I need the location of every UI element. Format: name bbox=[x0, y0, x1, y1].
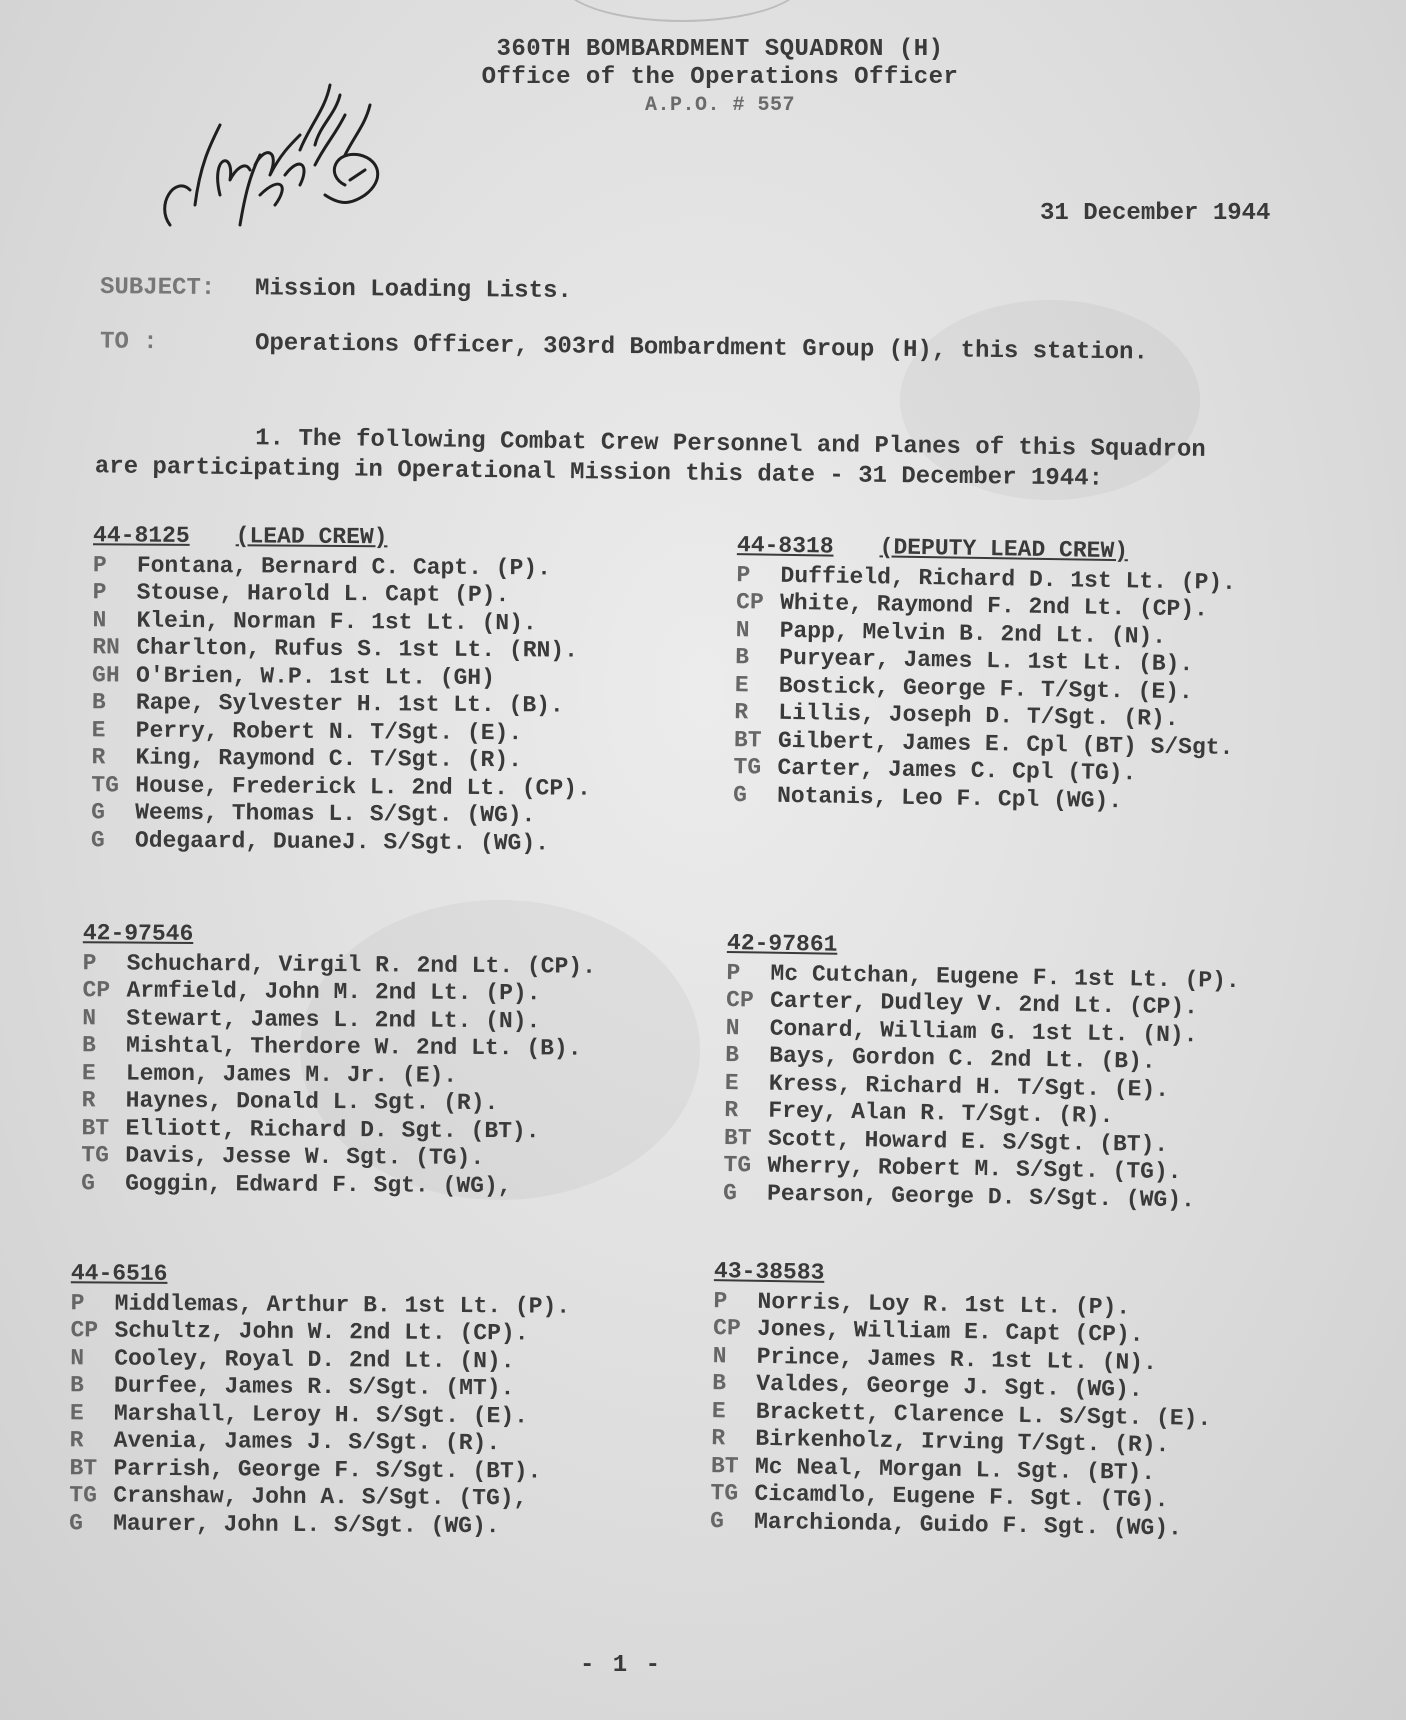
member-name: Durfee, James R. S/Sgt. (MT). bbox=[114, 1372, 515, 1402]
crew-role: (DEPUTY LEAD CREW) bbox=[879, 534, 1129, 565]
position-code: G bbox=[69, 1509, 84, 1536]
crew-member bbox=[91, 744, 591, 775]
member-name: Cicamdlo, Eugene F. Sgt. (TG). bbox=[754, 1480, 1169, 1514]
position-code: CP bbox=[712, 1315, 741, 1342]
position-code: P bbox=[726, 959, 741, 986]
crew-member bbox=[83, 950, 596, 981]
position-code: N bbox=[712, 1342, 727, 1369]
position-code: N bbox=[725, 1014, 740, 1041]
member-name: Prince, James R. 1st Lt. (N). bbox=[756, 1343, 1158, 1376]
to-label: TO : bbox=[99, 328, 158, 357]
member-name: Davis, Jesse W. Sgt. (TG). bbox=[125, 1142, 485, 1172]
position-code: P bbox=[92, 551, 107, 578]
member-name: Middlemas, Arthur B. 1st Lt. (P). bbox=[114, 1290, 571, 1320]
crew-member bbox=[81, 1170, 594, 1201]
position-code: N bbox=[92, 606, 107, 633]
apo-number: A.P.O. # 557 bbox=[644, 94, 796, 117]
member-name: King, Raymond C. T/Sgt. (R). bbox=[135, 744, 523, 774]
member-name: Conard, William G. 1st Lt. (N). bbox=[769, 1015, 1198, 1048]
position-code: BT bbox=[733, 726, 762, 754]
member-name: Brackett, Clarence L. S/Sgt. (E). bbox=[755, 1398, 1212, 1432]
plane-number: 44-6516 bbox=[70, 1260, 168, 1287]
member-name: Rape, Sylvester H. 1st Lt. (B). bbox=[135, 689, 564, 719]
member-name: Weems, Thomas L. S/Sgt. (WG). bbox=[135, 799, 536, 829]
position-code: TG bbox=[81, 1142, 110, 1169]
crew-member bbox=[91, 772, 591, 803]
member-name: Carter, Dudley V. 2nd Lt. (CP). bbox=[769, 987, 1199, 1021]
crew-member bbox=[93, 579, 593, 610]
member-name: Marshall, Leroy H. S/Sgt. (E). bbox=[113, 1400, 529, 1429]
member-name: Mc Cutchan, Eugene F. 1st Lt. (P). bbox=[770, 960, 1240, 994]
subject-text: Mission Loading Lists. bbox=[254, 275, 572, 306]
crew-title bbox=[71, 1260, 571, 1291]
position-code: R bbox=[91, 744, 106, 771]
position-code: B bbox=[735, 644, 750, 671]
member-name: O'Brien, W.P. 1st Lt. (GH) bbox=[136, 662, 496, 691]
crew-block-43-38583 bbox=[710, 1258, 1214, 1543]
member-name: Puryear, James L. 1st Lt. (B). bbox=[779, 644, 1194, 678]
member-name: Cooley, Royal D. 2nd Lt. (N). bbox=[114, 1345, 515, 1374]
position-code: G bbox=[81, 1169, 96, 1196]
crew-member bbox=[70, 1317, 570, 1348]
member-name: Avenia, James J. S/Sgt. (R). bbox=[113, 1427, 501, 1457]
member-name: Valdes, George J. Sgt. (WG). bbox=[756, 1370, 1143, 1403]
member-name: Bostick, George F. T/Sgt. (E). bbox=[778, 672, 1194, 705]
position-code: B bbox=[91, 689, 106, 716]
crew-member bbox=[91, 799, 591, 830]
crew-block-42-97861 bbox=[723, 930, 1241, 1215]
letter-date: 31 December 1944 bbox=[1040, 200, 1271, 227]
position-code: E bbox=[724, 1069, 739, 1096]
crew-member bbox=[70, 1345, 570, 1376]
member-name: Parrish, George F. S/Sgt. (BT). bbox=[113, 1455, 542, 1485]
position-code: RN bbox=[92, 634, 120, 661]
crew-member bbox=[82, 977, 595, 1008]
member-name: Lillis, Joseph D. T/Sgt. (R). bbox=[778, 699, 1179, 733]
member-name: Norris, Loy R. 1st Lt. (P). bbox=[757, 1288, 1131, 1321]
position-code: N bbox=[70, 1344, 85, 1371]
position-code: B bbox=[712, 1370, 727, 1397]
member-name: Stewart, James L. 2nd Lt. (N). bbox=[126, 1005, 541, 1034]
member-name: Cranshaw, John A. S/Sgt. (TG), bbox=[113, 1482, 528, 1512]
crew-member bbox=[70, 1372, 570, 1403]
crew-member bbox=[92, 607, 592, 638]
position-code: GH bbox=[92, 661, 120, 688]
position-code: R bbox=[724, 1096, 739, 1124]
position-code: P bbox=[92, 579, 107, 606]
crew-block-44-8318 bbox=[733, 532, 1237, 817]
member-name: Lemon, James M. Jr. (E). bbox=[125, 1060, 458, 1089]
position-code: BT bbox=[69, 1454, 98, 1481]
member-name: Kress, Richard H. T/Sgt. (E). bbox=[768, 1070, 1170, 1103]
plane-number: 43-38583 bbox=[713, 1258, 825, 1286]
position-code: E bbox=[91, 716, 106, 743]
crew-member bbox=[70, 1427, 570, 1458]
crew-member bbox=[92, 689, 592, 720]
position-code: CP bbox=[82, 977, 111, 1004]
paragraph-line-2: are participating in Operational Mission this date - 31 December 1944: bbox=[94, 453, 1104, 493]
plane-number: 44-8318 bbox=[736, 532, 834, 560]
member-name: Scott, Howard E. S/Sgt. (BT). bbox=[767, 1125, 1169, 1158]
member-name: Marchionda, Guido F. Sgt. (WG). bbox=[753, 1508, 1183, 1541]
member-name: Schuchard, Virgil R. 2nd Lt. (CP). bbox=[126, 950, 597, 980]
subject-label: SUBJECT: bbox=[99, 273, 216, 302]
position-code: G bbox=[90, 826, 105, 853]
position-code: TG bbox=[723, 1151, 752, 1179]
member-name: Mishtal, Therdore W. 2nd Lt. (B). bbox=[126, 1032, 582, 1062]
position-code: BT bbox=[81, 1114, 110, 1141]
position-code: TG bbox=[91, 771, 120, 798]
member-name: Jones, William E. Capt (CP). bbox=[756, 1315, 1144, 1348]
member-name: Fontana, Bernard C. Capt. (P). bbox=[136, 552, 552, 581]
crew-member bbox=[82, 1032, 595, 1063]
crew-member bbox=[81, 1142, 594, 1173]
member-name: Charlton, Rufus S. 1st Lt. (RN). bbox=[136, 634, 579, 664]
position-code: B bbox=[70, 1372, 85, 1399]
member-name: Haynes, Donald L. Sgt. (R). bbox=[125, 1087, 499, 1117]
position-code: P bbox=[736, 561, 751, 588]
position-code: N bbox=[82, 1004, 97, 1031]
crew-member bbox=[69, 1510, 569, 1541]
crew-member bbox=[91, 827, 591, 858]
member-name: Bays, Gordon C. 2nd Lt. (B). bbox=[769, 1042, 1156, 1075]
position-code: G bbox=[709, 1507, 725, 1534]
position-code: TG bbox=[69, 1482, 98, 1509]
member-name: Schultz, John W. 2nd Lt. (CP). bbox=[114, 1317, 529, 1347]
position-code: G bbox=[732, 781, 748, 808]
member-name: Notanis, Leo F. Cpl (WG). bbox=[776, 782, 1123, 814]
crew-role: (LEAD CREW) bbox=[235, 523, 388, 551]
letterhead bbox=[420, 36, 1020, 120]
crew-title bbox=[83, 920, 596, 951]
crew-block-44-8125 bbox=[91, 522, 593, 857]
member-name: Klein, Norman F. 1st Lt. (N). bbox=[136, 607, 537, 636]
crew-member bbox=[81, 1115, 594, 1146]
member-name: Odegaard, DuaneJ. S/Sgt. (WG). bbox=[134, 827, 550, 856]
member-name: Gilbert, James E. Cpl (BT) S/Sgt. bbox=[777, 727, 1234, 761]
crew-member bbox=[82, 1005, 595, 1036]
position-code: G bbox=[91, 799, 106, 826]
position-code: TG bbox=[733, 754, 762, 781]
crew-member bbox=[92, 662, 592, 693]
position-code: CP bbox=[725, 986, 754, 1014]
squadron-name: 360TH BOMBARDMENT SQUADRON (H) bbox=[496, 36, 944, 63]
crew-member bbox=[92, 634, 592, 665]
member-name: Carter, James C. Cpl (TG). bbox=[777, 754, 1137, 787]
crew-member bbox=[93, 552, 593, 583]
position-code: B bbox=[725, 1041, 740, 1069]
crew-block-42-97546 bbox=[81, 920, 596, 1201]
to-text: Operations Officer, 303rd Bombardment Group (H), this station. bbox=[254, 330, 1149, 367]
position-code: R bbox=[711, 1425, 726, 1452]
crew-member bbox=[92, 717, 592, 748]
member-name: Stouse, Harold L. Capt (P). bbox=[136, 579, 510, 609]
member-name: Mc Neal, Morgan L. Sgt. (BT). bbox=[754, 1453, 1156, 1486]
crew-member bbox=[70, 1400, 570, 1431]
member-name: Papp, Melvin B. 2nd Lt. (N). bbox=[779, 617, 1167, 650]
member-name: Pearson, George D. S/Sgt. (WG). bbox=[766, 1180, 1196, 1213]
crew-member bbox=[82, 1087, 595, 1118]
page-number-text: - 1 - bbox=[580, 1652, 663, 1679]
member-name: House, Frederick L. 2nd Lt. (CP). bbox=[135, 772, 591, 802]
handwritten-note-checked-w-board bbox=[150, 55, 410, 245]
member-name: Frey, Alan R. T/Sgt. (R). bbox=[768, 1097, 1114, 1130]
position-code: BT bbox=[710, 1452, 739, 1480]
position-code: P bbox=[713, 1287, 728, 1314]
position-code: B bbox=[82, 1032, 97, 1059]
position-code: E bbox=[734, 671, 749, 698]
crew-member bbox=[69, 1455, 569, 1486]
plane-number: 42-97546 bbox=[82, 920, 194, 947]
crew-member bbox=[69, 1482, 569, 1513]
plane-number: 42-97861 bbox=[726, 929, 838, 958]
plane-number: 44-8125 bbox=[92, 522, 190, 549]
crew-title bbox=[93, 522, 593, 553]
stamp-arc bbox=[560, 0, 804, 22]
position-code: CP bbox=[70, 1317, 99, 1344]
member-name: Wherry, Robert M. S/Sgt. (TG). bbox=[767, 1152, 1182, 1186]
subject-line bbox=[100, 274, 572, 305]
member-name: Perry, Robert N. T/Sgt. (E). bbox=[135, 717, 523, 746]
paragraph-line-1: 1. The following Combat Crew Personnel and Planes of this Squadron bbox=[255, 425, 1206, 464]
position-code: R bbox=[734, 699, 749, 726]
position-code: P bbox=[82, 949, 97, 976]
member-name: Maurer, John L. S/Sgt. (WG). bbox=[113, 1510, 500, 1539]
position-code: G bbox=[722, 1179, 738, 1206]
position-code: R bbox=[81, 1087, 96, 1114]
member-name: Elliott, Richard D. Sgt. (BT). bbox=[125, 1115, 540, 1144]
member-name: Armfield, John M. 2nd Lt. (P). bbox=[126, 977, 541, 1007]
position-code: P bbox=[70, 1289, 85, 1316]
member-name: Birkenholz, Irving T/Sgt. (R). bbox=[755, 1425, 1170, 1459]
position-code: CP bbox=[735, 589, 764, 616]
position-code: E bbox=[81, 1059, 96, 1086]
position-code: R bbox=[69, 1427, 84, 1454]
member-name: Goggin, Edward F. Sgt. (WG), bbox=[125, 1170, 512, 1199]
position-code: TG bbox=[710, 1480, 739, 1507]
position-code: E bbox=[69, 1399, 84, 1426]
crew-member bbox=[82, 1060, 595, 1091]
crew-member bbox=[71, 1290, 571, 1321]
crew-block-44-6516 bbox=[69, 1260, 570, 1540]
page-number bbox=[580, 1652, 662, 1679]
position-code: BT bbox=[723, 1124, 752, 1151]
position-code: N bbox=[735, 616, 750, 643]
office-name: Office of the Operations Officer bbox=[481, 64, 959, 91]
member-name: White, Raymond F. 2nd Lt. (CP). bbox=[779, 589, 1209, 623]
position-code: E bbox=[711, 1397, 726, 1424]
member-name: Duffield, Richard D. 1st Lt. (P). bbox=[780, 562, 1237, 596]
